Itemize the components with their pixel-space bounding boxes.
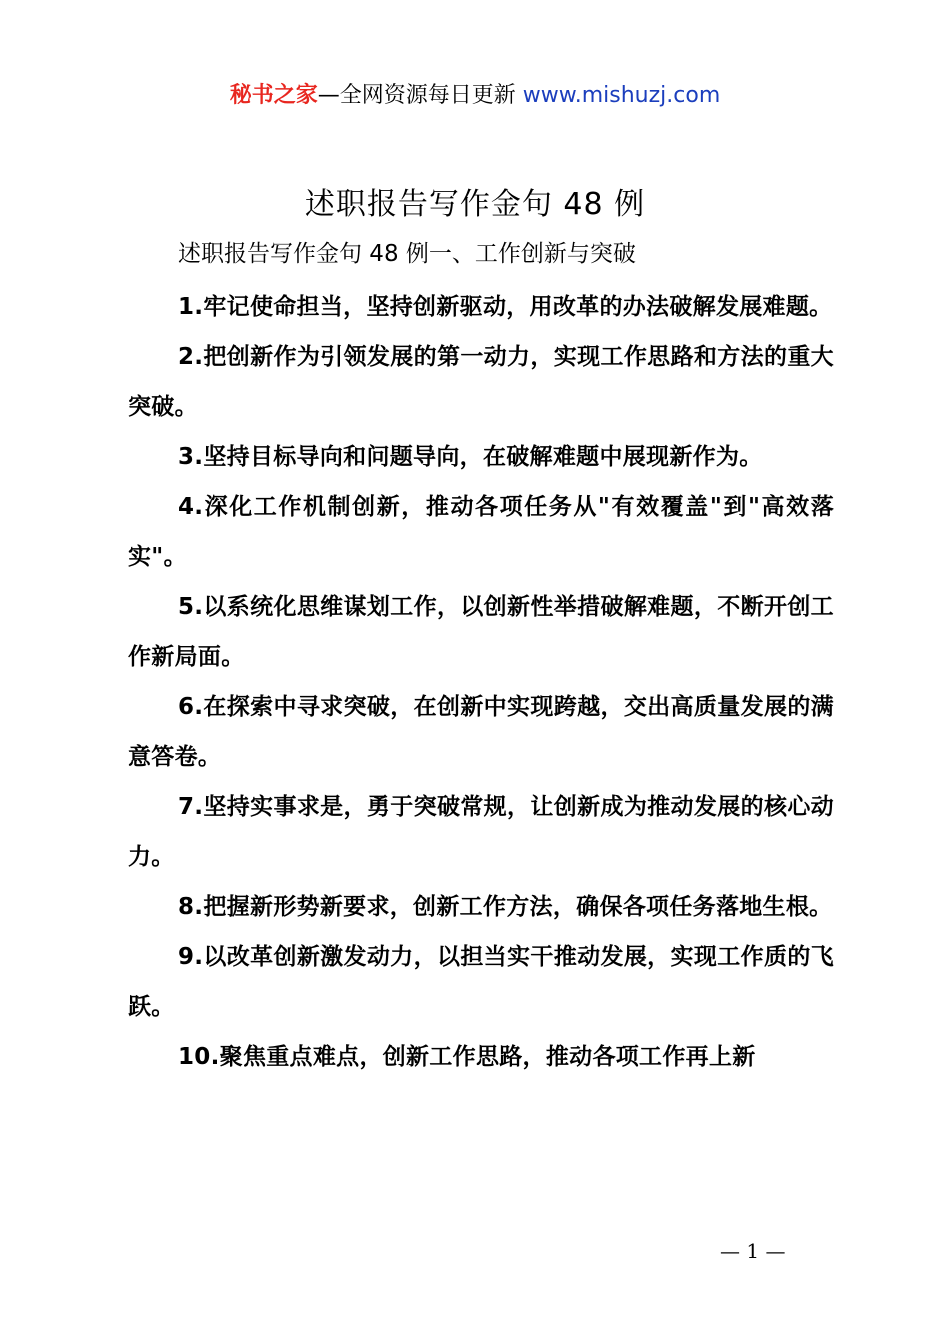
list-item: 1.牢记使命担当，坚持创新驱动，用改革的办法破解发展难题。 (178, 294, 833, 320)
document-title: 述职报告写作金句 48 例 (304, 187, 646, 222)
list-item: 10.聚焦重点难点，创新工作思路，推动各项工作再上新 (178, 1044, 756, 1070)
list-item: 2.把创新作为引领发展的第一动力，实现工作思路和方法的重大突破。 (128, 344, 834, 420)
list-item: 4.深化工作机制创新，推动各项任务从"有效覆盖"到"高效落实"。 (128, 494, 834, 570)
list-item: 9.以改革创新激发动力，以担当实干推动发展，实现工作质的飞跃。 (128, 944, 834, 1020)
item-list (128, 282, 834, 1082)
site-header (0, 80, 950, 112)
section-intro: 述职报告写作金句 48 例一、工作创新与突破 (178, 241, 636, 267)
header-tagline: —全网资源每日更新 (317, 83, 516, 108)
list-item: 7.坚持实事求是，勇于突破常规，让创新成为推动发展的核心动力。 (128, 794, 834, 870)
site-url-link[interactable]: www.mishuzj.com (522, 83, 721, 108)
brand-name: 秘书之家 (229, 83, 318, 108)
list-item: 6.在探索中寻求突破，在创新中实现跨越，交出高质量发展的满意答卷。 (128, 694, 834, 770)
list-item: 3.坚持目标导向和问题导向，在破解难题中展现新作为。 (178, 444, 763, 470)
list-item: 8.把握新形势新要求，创新工作方法，确保各项任务落地生根。 (178, 894, 833, 920)
page-number: — 1 — (720, 1239, 786, 1263)
list-item: 5.以系统化思维谋划工作，以创新性举措破解难题，不断开创工作新局面。 (128, 594, 834, 670)
